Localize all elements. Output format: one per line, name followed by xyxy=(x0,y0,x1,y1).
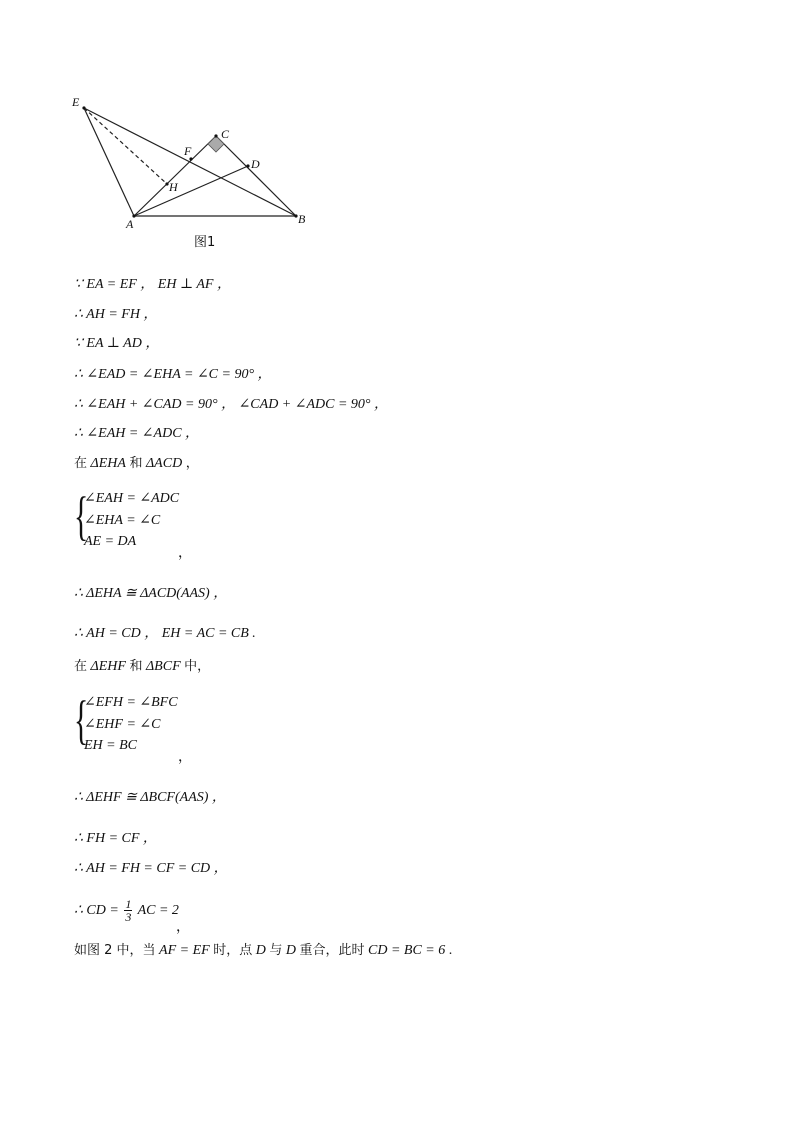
proof-line-13: ∴ AH = FH = CF = CD ， xyxy=(74,861,228,876)
segment-EH-dashed xyxy=(84,108,167,184)
segment-CB xyxy=(216,136,296,216)
text-rutu: 如图 2 中，当 xyxy=(74,943,156,958)
text-he-2: 和 xyxy=(129,659,143,674)
text-zai-2: 在 xyxy=(74,659,88,674)
proof-line-5: ∴ ∠EAH + ∠CAD = 90° ， ∠CAD + ∠ADC = 90° ， xyxy=(74,397,389,412)
proof-line-14-comma: ， xyxy=(176,920,190,935)
triangle-ACD: ΔACD xyxy=(145,456,183,471)
figure-caption: 图1 xyxy=(194,235,216,250)
proof-line-4: ∴ ∠EAD = ∠EHA = ∠C = 90° ， xyxy=(74,367,272,382)
proof-line-12: ∴ FH = CF ， xyxy=(74,831,157,846)
fraction-numerator: 1 xyxy=(125,897,132,912)
triangle-BCF: ΔBCF xyxy=(145,659,181,674)
proof-line-14 xyxy=(74,896,179,926)
geometry-figure xyxy=(60,92,330,252)
system1-row-2: ∠EHA = ∠C xyxy=(84,513,161,528)
cd-equals: ∴ CD = xyxy=(74,903,119,918)
proof-line-1: ∵ EA = EF ， EH ⊥ AF ， xyxy=(74,277,231,292)
proof-line-7 xyxy=(74,455,199,473)
point-C xyxy=(214,134,217,137)
point-D xyxy=(246,164,249,167)
fraction-denominator: 3 xyxy=(125,910,132,925)
point-d-2: D xyxy=(285,943,296,958)
text-chonghe: 重合，此时 xyxy=(299,943,365,958)
ac-equals-2: AC = 2 xyxy=(137,903,179,918)
label-C: C xyxy=(221,127,230,141)
fraction-one-third xyxy=(124,898,132,923)
triangle-EHA: ΔEHA xyxy=(90,456,126,471)
equation-system-1 xyxy=(74,486,274,561)
point-E xyxy=(82,106,85,109)
proof-line-11: ∴ ΔEHF ≅ ΔBCF(AAS) ， xyxy=(74,790,226,805)
proof-line-10 xyxy=(74,658,210,676)
proof-line-15 xyxy=(74,942,452,960)
text-he: 和 xyxy=(129,456,143,471)
text-shi-dian: 时，点 xyxy=(213,943,253,958)
system1-row-1: ∠EAH = ∠ADC xyxy=(84,491,180,506)
system2-comma: ， xyxy=(178,750,192,765)
label-E: E xyxy=(72,95,80,109)
final-period: . xyxy=(448,943,453,958)
segment-EA xyxy=(84,108,134,216)
label-D: D xyxy=(251,157,260,171)
system1-row-3: AE = DA xyxy=(84,534,137,549)
figure-svg xyxy=(60,92,330,252)
label-B: B xyxy=(298,212,306,226)
proof-line-9: ∴ AH = CD ， EH = AC = CB . xyxy=(74,626,256,641)
left-brace-2: { xyxy=(74,690,89,750)
text-zai: 在 xyxy=(74,456,88,471)
proof-line-2: ∴ AH = FH ， xyxy=(74,307,158,322)
proof-line-8: ∴ ΔEHA ≅ ΔACD(AAS) ， xyxy=(74,586,228,601)
system2-row-3: EH = BC xyxy=(84,738,137,753)
label-A: A xyxy=(126,217,134,231)
text-zhong: 中， xyxy=(184,659,211,674)
segment-AD xyxy=(134,166,248,216)
system1-comma: ， xyxy=(178,546,192,561)
proof-line-6: ∴ ∠EAH = ∠ADC ， xyxy=(74,426,200,441)
label-H: H xyxy=(169,180,178,194)
left-brace: { xyxy=(74,486,89,546)
proof-line-3: ∵ EA ⊥ AD ， xyxy=(74,336,160,351)
equation-system-2 xyxy=(74,690,274,765)
system2-row-2: ∠EHF = ∠C xyxy=(84,717,161,732)
af-equals-ef: AF = EF xyxy=(159,943,210,958)
triangle-EHF: ΔEHF xyxy=(90,659,126,674)
text-yu: 与 xyxy=(269,943,283,958)
system2-row-1: ∠EFH = ∠BFC xyxy=(84,695,178,710)
label-F: F xyxy=(184,144,192,158)
point-d-1: D xyxy=(255,943,266,958)
cd-equals-bc: CD = BC = 6 xyxy=(368,943,446,958)
segment-AC xyxy=(134,136,216,216)
text-comma: ， xyxy=(185,456,199,471)
